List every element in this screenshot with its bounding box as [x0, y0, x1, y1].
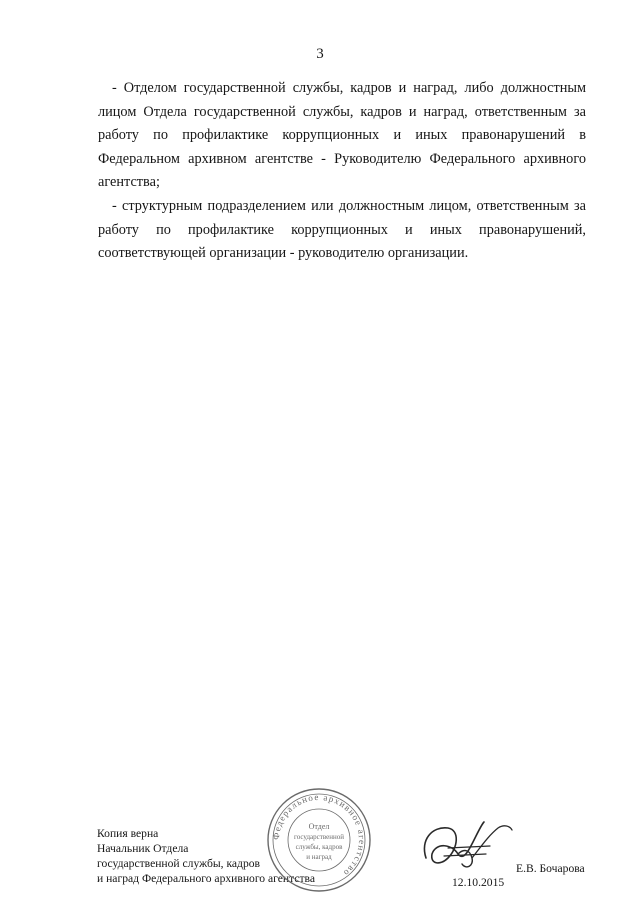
stamp-ring-text: Федеральное архивное агентство	[270, 791, 368, 879]
stamp-center-line-4: и наград	[306, 853, 332, 861]
certification-line-1: Копия верна	[97, 827, 159, 840]
stamp-center-line-3: службы, кадров	[295, 843, 343, 851]
stamp-center-line-2: государственной	[294, 833, 344, 841]
certification-date: 12.10.2015	[452, 876, 505, 889]
document-body	[98, 77, 586, 266]
paragraph-1: - Отделом государственной службы, кадров и наград, либо должностным лицом Отдела государственной службы, кадров и наград, ответственным за работу по профилактике коррупционных и иных правонарушений в Федеральном архивном агентстве - Руководителю Федерального архивного агентства;	[98, 80, 586, 191]
official-stamp-icon	[266, 787, 372, 893]
certification-line-2: Начальник Отдела	[97, 842, 189, 855]
signer-name: Е.В. Бочарова	[516, 862, 585, 875]
stamp-center-line-1: Отдел	[308, 822, 330, 831]
certification-line-4: и наград Федерального архивного агентства	[97, 872, 315, 885]
paragraph-2: - структурным подразделением или должностным лицом, ответственным за работу по профилактике коррупционных и иных правонарушений,	[98, 197, 586, 238]
page-number: 3	[316, 46, 324, 62]
handwritten-signature-icon	[418, 818, 516, 876]
certification-line-3: государственной службы, кадров	[97, 857, 261, 870]
paragraph-2-tail: соответствующей организации - руководителю организации.	[98, 245, 469, 262]
